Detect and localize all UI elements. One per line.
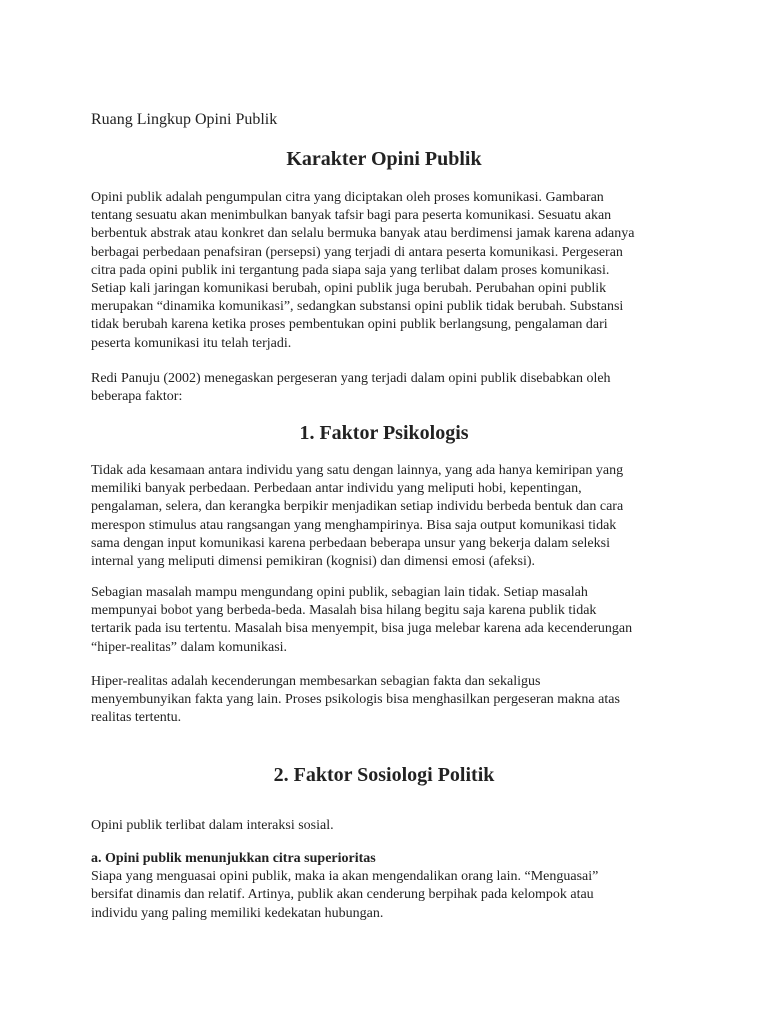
text-line: merupakan “dinamika komunikasi”, sedangkan substansi opini publik tidak berubah. Substansi [91,299,624,315]
text-line: menyembunyikan fakta yang lain. Proses psikologis bisa menghasilkan pergeseran makna atas [91,692,620,708]
text-line: realitas tertentu. [91,710,182,726]
paragraph [91,189,691,353]
text-line: tertarik pada isu tertentu. Masalah bisa menyempit, bisa juga melebar karena ada kecenderungan [91,621,633,637]
text-line: Siapa yang menguasai opini publik, maka ia akan mengendalikan orang lain. “Menguasai” [91,869,599,885]
text-line: berbentuk abstrak atau konkret dan selalu bermuka banyak atau berdimensi jamak karena adanya [91,226,635,242]
text-line: sama dengan input komunikasi karena perbedaan beberapa unsur yang bekerja dalam seleksi [91,535,610,551]
text-line: Opini publik adalah pengumpulan citra yang diciptakan oleh proses komunikasi. Gambaran [91,190,604,205]
paragraph [91,673,691,728]
text-line: bersifat dinamis dan relatif. Artinya, publik akan cenderung berpihak pada kelompok atau [91,887,594,903]
text-line: Sebagian masalah mampu mengundang opini publik, sebagian lain tidak. Setiap masalah [91,585,588,600]
text-line: berbagai perbedaan penafsiran (persepsi) yang terjadi di antara peserta komunikasi. Pergeseran [91,244,623,260]
document-title: Ruang Lingkup Opini Publik [91,111,278,128]
text-line: pengalaman, selera, dan kerangka berpikir menjadikan setiap individu berbeda bentuk dan cara [91,499,624,515]
section-heading-karakter: Karakter Opini Publik [286,148,482,170]
text-line: peserta komunikasi itu telah terjadi. [91,335,292,351]
section-heading-sosiologi-politik: 2. Faktor Sosiologi Politik [273,764,495,786]
text-line: “hiper-realitas” dalam komunikasi. [91,639,288,655]
text-line: internal yang meliputi dimensi pemikiran (kognisi) dan dimensi emosi (afeksi). [91,554,536,570]
paragraph [91,817,691,835]
text-line: beberapa faktor: [91,389,183,405]
text-line: Opini publik terlibat dalam interaksi sosial. [91,818,334,833]
paragraph [91,584,691,657]
text-line: individu yang paling memiliki kedekatan hubungan. [91,905,384,921]
text-line: memiliki banyak perbedaan. Perbedaan antar individu yang meliputi hobi, kepentingan, [91,481,582,497]
text-line: Setiap kali jaringan komunikasi berubah, opini publik juga berubah. Perubahan opini publik [91,281,607,297]
subsection-heading: a. Opini publik menunjukkan citra superioritas [91,851,376,866]
paragraph [91,462,691,571]
text-line: citra pada opini publik ini tergantung pada siapa saja yang terlibat dalam proses komunikasi. [91,262,610,278]
paragraph [91,370,691,406]
text-line: Hiper-realitas adalah kecenderungan membesarkan sebagian fakta dan sekaligus [91,674,541,689]
section-heading-psikologis: 1. Faktor Psikologis [299,422,469,444]
subsection [91,850,691,923]
text-line: merespon stimulus atau rangsangan yang menghampirinya. Bisa saja output komunikasi tidak [91,517,617,533]
text-line: Redi Panuju (2002) menegaskan pergeseran yang terjadi dalam opini publik disebabkan oleh [91,371,611,386]
text-line: tidak berubah karena ketika proses pembentukan opini publik berlangsung, pengalaman dari [91,317,608,333]
text-line: Tidak ada kesamaan antara individu yang satu dengan lainnya, yang ada hanya kemiripan yang [91,463,624,478]
text-line: mempunyai bobot yang berbeda-beda. Masalah bisa hilang begitu saja karena publik tidak [91,603,597,619]
text-line: tentang sesuatu akan menimbulkan banyak tafsir bagi para peserta komunikasi. Sesuatu akan [91,208,612,224]
